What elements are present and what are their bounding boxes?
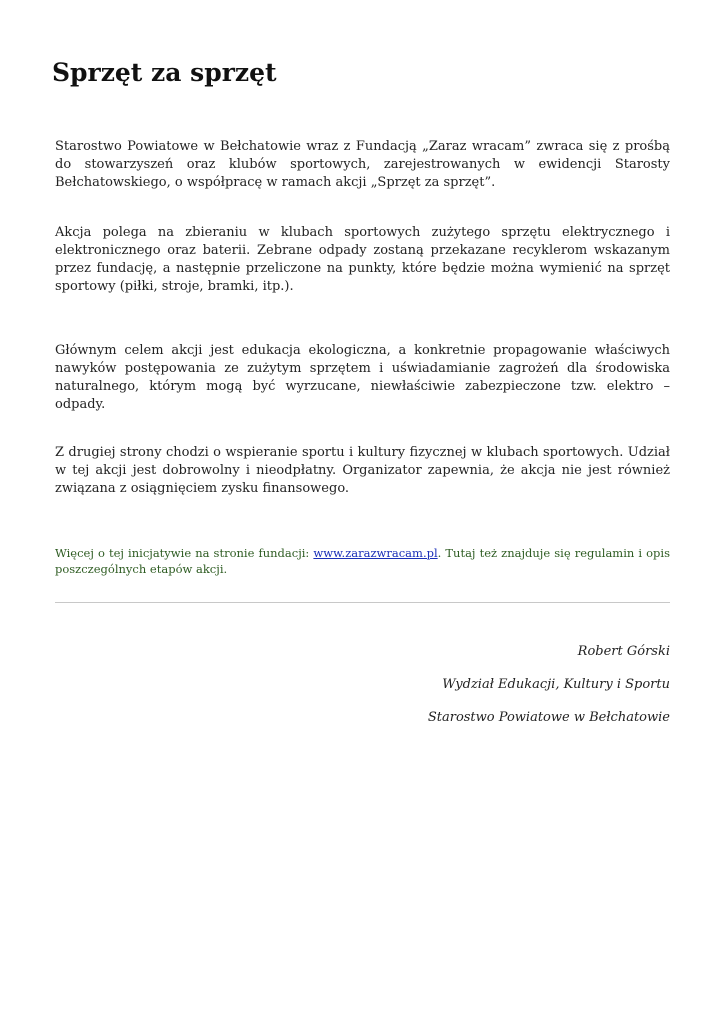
paragraph-intro: Starostwo Powiatowe w Bełchatowie wraz z Fundacją „Zaraz wracam” zwraca się z prośbą do stowarzyszeń oraz klubów sportowych, zarejestrowanych w ewidencji Starosty Bełchatowskiego, o współpracę w ramach akcji „Sprzęt za sprzęt”.: [55, 139, 670, 190]
paragraph-sport-support: Z drugiej strony chodzi o wspieranie sportu i kultury fizycznej w klubach sportowych. Udział w tej akcji jest dobrowolny i nieodpłatny. Organizator zapewnia, że akcja nie jest również związana z osiągnięciem zysku finansowego.: [55, 445, 670, 496]
divider: [55, 602, 670, 603]
signature-department: Wydział Edukacji, Kultury i Sportu: [442, 677, 670, 692]
note-text-before: Więcej o tej inicjatywie na stronie fundacji:: [55, 546, 314, 560]
foundation-link[interactable]: www.zarazwracam.pl: [313, 546, 438, 560]
more-info-note: [55, 545, 670, 577]
signature-name: Robert Górski: [577, 644, 670, 659]
paragraph-action-description: Akcja polega na zbieraniu w klubach sportowych zużytego sprzętu elektrycznego i elektronicznego oraz baterii. Zebrane odpady zostaną przekazane recyklerom wskazanym przez fundację, a następnie przeliczone na punkty, które będzie można wymienić na sprzęt sportowy (piłki, stroje, bramki, itp.).: [55, 225, 670, 294]
page-title: Sprzęt za sprzęt: [52, 58, 277, 87]
signature-office: Starostwo Powiatowe w Bełchatowie: [427, 710, 670, 725]
paragraph-goal: Głównym celem akcji jest edukacja ekologiczna, a konkretnie propagowanie właściwych nawyków postępowania ze zużytym sprzętem i uświadamianie zagrożeń dla środowiska naturalnego, którym mogą być wyrzucane, niewłaściwie zabezpieczone tzw. elektro – odpady.: [55, 343, 670, 412]
note-text-after: . Tutaj też znajduje się regulamin i opis poszczególnych etapów akcji.: [55, 546, 670, 576]
